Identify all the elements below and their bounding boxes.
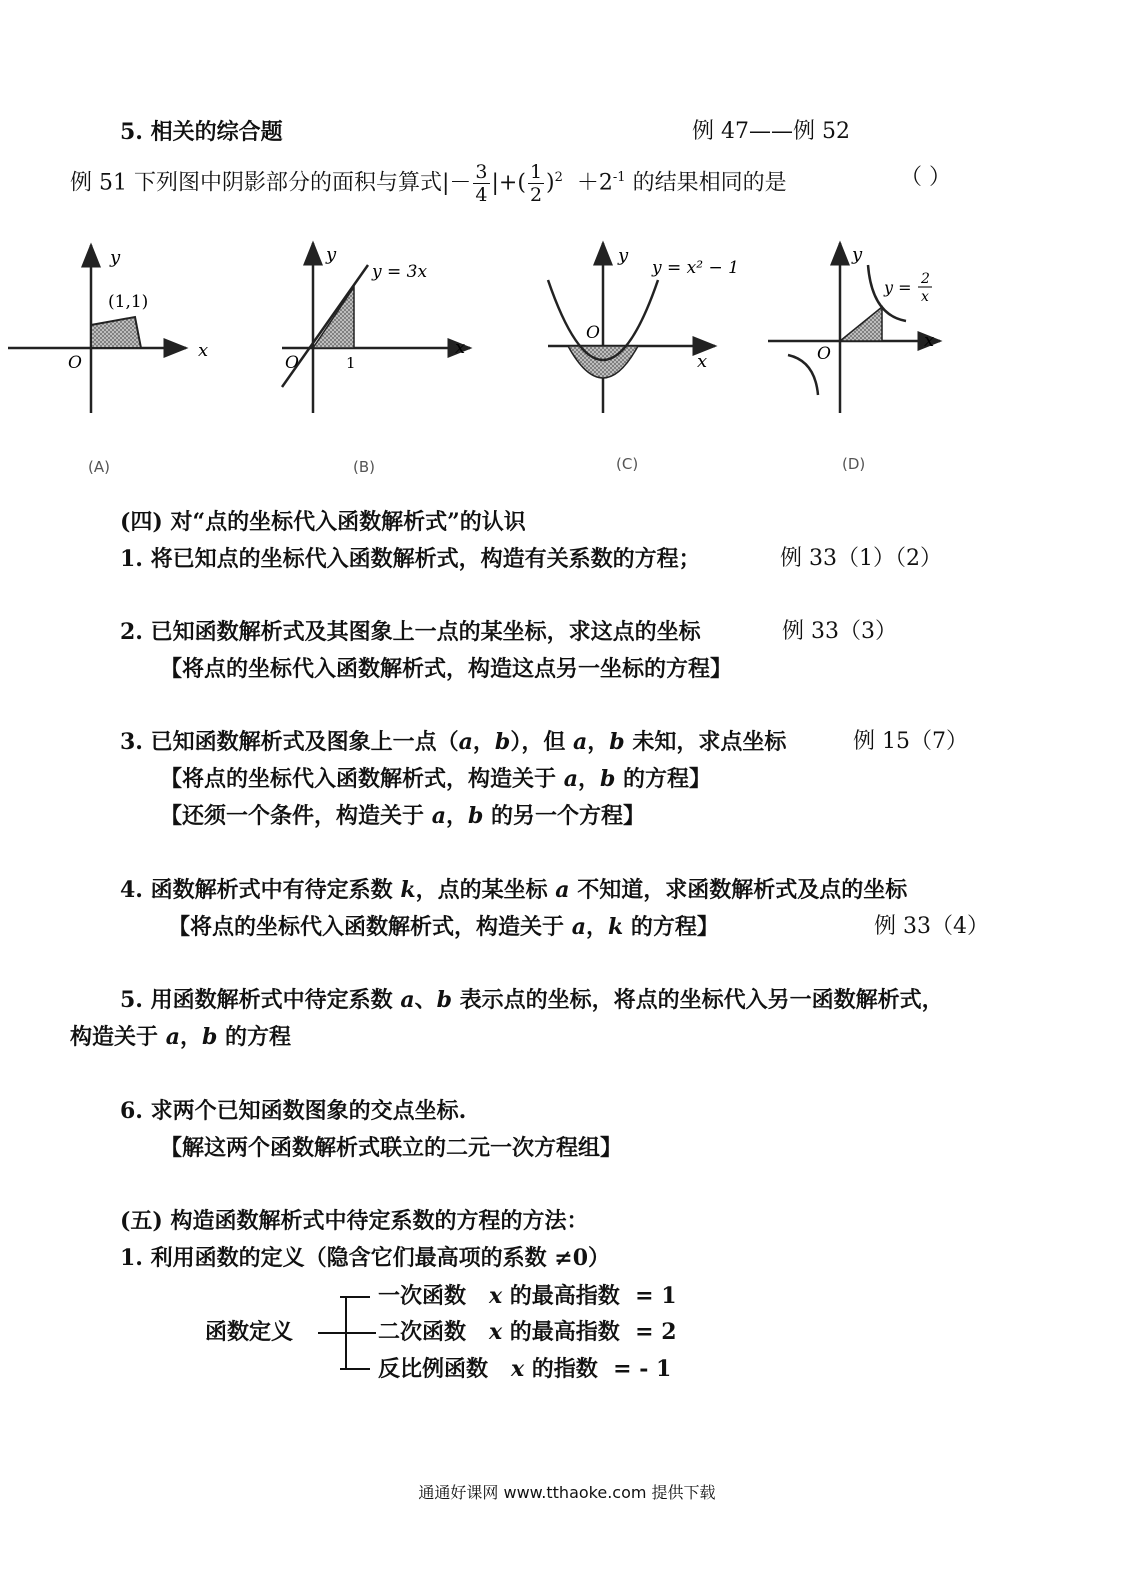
part4-item5-cont: 构造关于 a，b 的方程: [70, 1024, 292, 1050]
figure-caption-d: (D): [842, 455, 866, 473]
part5-heading: (五) 构造函数解析式中待定系数的方程的方法：: [120, 1208, 589, 1234]
figures-svg: [0, 225, 1134, 525]
point-label: (1,1): [108, 292, 149, 312]
shaded-region-c: [568, 346, 638, 378]
part4-item2-ref: 例 33（3）: [782, 619, 897, 644]
definition-root: 函数定义: [205, 1319, 294, 1345]
part4-item5: 5. 用函数解析式中待定系数 a、b 表示点的坐标，将点的坐标代入另一函数解析式，: [120, 987, 944, 1013]
figure-d: [768, 243, 940, 413]
example-51-line: [70, 152, 787, 209]
axis-y-label: y: [852, 244, 863, 265]
part4-item3-note1: 【将点的坐标代入函数解析式，构造关于 a，b 的方程】: [160, 766, 712, 792]
definition-branch-inverse: 反比例函数 x 的指数 = - 1: [378, 1356, 672, 1382]
ex51-mid: |+(: [491, 170, 526, 196]
section-title: 5. 相关的综合题: [120, 119, 283, 145]
part4-item1: 1. 将已知点的坐标代入函数解析式，构造有关系数的方程；: [120, 546, 701, 572]
page-footer: 通通好课网 www.tthaoke.com 提供下载: [418, 1483, 716, 1502]
part4-item2-note: 【将点的坐标代入函数解析式，构造这点另一坐标的方程】: [160, 656, 733, 682]
ex51-close-paren: ): [546, 170, 555, 196]
shaded-region-b: [313, 287, 354, 348]
part4-item3: 3. 已知函数解析式及图象上一点（a，b），但 a，b 未知，求点坐标: [120, 729, 787, 755]
axis-y-label: y: [326, 244, 337, 265]
ex51-plus-2: ＋2: [576, 170, 613, 196]
axis-y-label: y: [618, 245, 629, 266]
figure-a: [8, 245, 208, 413]
figure-caption-b: (B): [353, 458, 375, 476]
shaded-region-d: [840, 307, 882, 341]
figure-c: [548, 243, 739, 413]
curve-label: y =: [884, 278, 912, 297]
axis-x-label: x: [924, 330, 935, 351]
fraction-1-2: $\frac{1}{2}$: [529, 160, 543, 206]
figure-caption-a: (A): [88, 458, 110, 476]
figure-caption-c: (C): [616, 455, 639, 473]
axis-y-label: y: [110, 247, 121, 268]
part4-item4-note: 【将点的坐标代入函数解析式，构造关于 a，k 的方程】: [168, 914, 719, 940]
axis-x-label: x: [198, 340, 209, 361]
section-example-range: 例 47——例 52: [692, 119, 850, 144]
origin-label: O: [285, 353, 299, 373]
ex51-exponent-2: 2: [554, 170, 563, 185]
ex51-exponent-neg1: -1: [612, 170, 626, 185]
figure-b: [282, 243, 470, 413]
part4-item1-ref: 例 33（1）（2）: [780, 546, 942, 571]
origin-label: O: [817, 344, 831, 364]
part4-heading: (四) 对“点的坐标代入函数解析式”的认识: [120, 509, 526, 535]
axis-x-label: x: [697, 351, 708, 372]
curve-fraction-den: x: [921, 289, 929, 305]
curve-label: y = x² − 1: [652, 258, 739, 278]
part5-item1: 1. 利用函数的定义（隐含它们最高项的系数 ≠0）: [120, 1245, 611, 1271]
ex51-lead: 例 51 下列图中阴影部分的面积与算式|－: [70, 170, 472, 196]
definition-bracket: [318, 1285, 378, 1375]
ex51-tail: 的结果相同的是: [632, 170, 787, 196]
origin-label: O: [586, 323, 600, 343]
answer-blank: （ ）: [900, 165, 951, 190]
part4-item2: 2. 已知函数解析式及其图象上一点的某坐标，求这点的坐标: [120, 619, 701, 645]
part4-item3-note2: 【还须一个条件，构造关于 a，b 的另一个方程】: [160, 803, 646, 829]
part4-item4-ref: 例 33（4）: [874, 914, 989, 939]
part4-item3-ref: 例 15（7）: [853, 729, 968, 754]
fraction-3-4: $\frac{3}{4}$: [475, 160, 488, 206]
definition-branch-linear: 一次函数 x 的最高指数 = 1: [378, 1283, 677, 1309]
origin-label: O: [68, 353, 82, 373]
curve-label: y = 3x: [372, 262, 428, 282]
definition-branch-quadratic: 二次函数 x 的最高指数 = 2: [378, 1319, 677, 1345]
axis-x-label: x: [455, 337, 466, 358]
part4-item4: 4. 函数解析式中有待定系数 k，点的某坐标 a 不知道，求函数解析式及点的坐标: [120, 877, 908, 903]
tick-label: 1: [346, 354, 356, 372]
part4-item6-note: 【解这两个函数解析式联立的二元一次方程组】: [160, 1135, 623, 1161]
shaded-region-a: [91, 317, 141, 348]
curve-fraction-num: 2: [921, 271, 930, 287]
part4-item6: 6. 求两个已知函数图象的交点坐标.: [120, 1098, 467, 1124]
